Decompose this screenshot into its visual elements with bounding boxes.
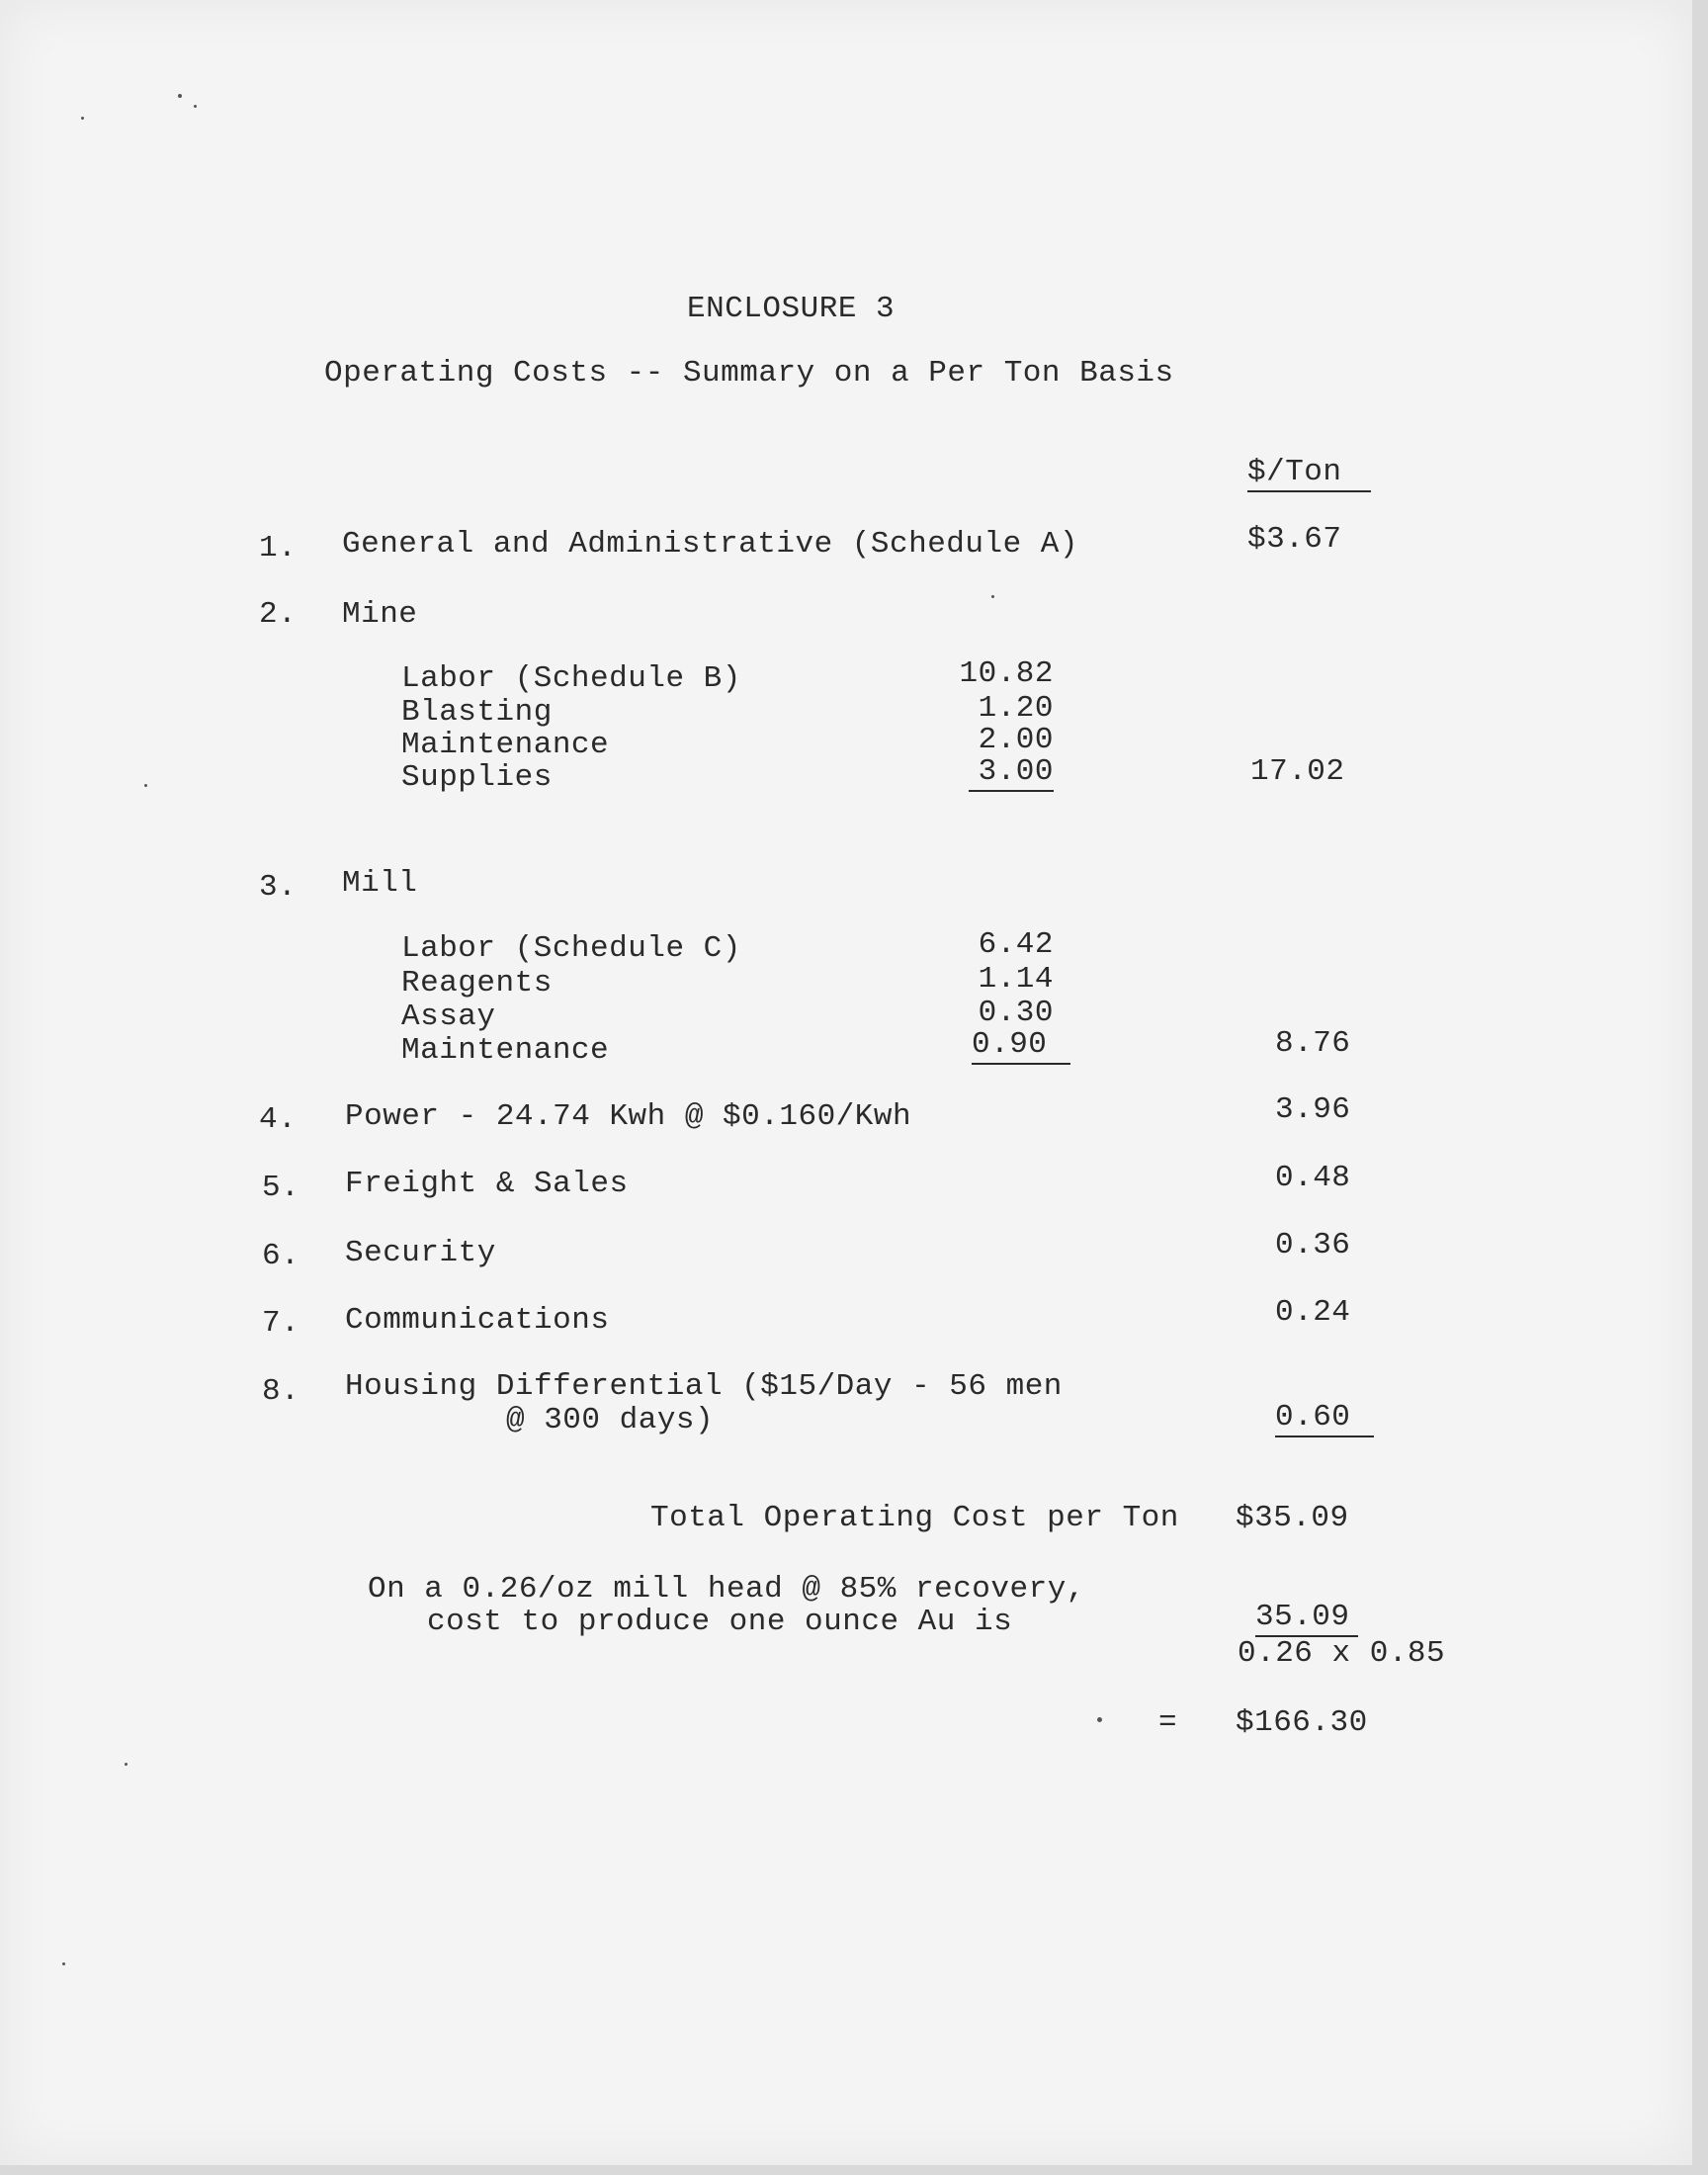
item-label: Freight & Sales — [345, 1167, 629, 1201]
item-number: 5. — [262, 1171, 300, 1205]
item-number: 3. — [259, 870, 298, 905]
scan-speck — [178, 94, 182, 98]
item-total: 3.96 — [1275, 1092, 1351, 1127]
item-label: Power - 24.74 Kwh @ $0.160/Kwh — [345, 1099, 912, 1134]
ounce-cost-line-1: On a 0.26/oz mill head @ 85% recovery, — [368, 1572, 1085, 1607]
total-value: $35.09 — [1236, 1501, 1349, 1535]
scan-speck — [1097, 1717, 1102, 1722]
detail-label: Blasting — [401, 695, 553, 730]
column-header: $/Ton — [1247, 455, 1371, 492]
item-label: Mill — [342, 866, 418, 901]
item-label: Security — [345, 1236, 496, 1270]
scan-speck — [144, 784, 147, 787]
detail-label: Maintenance — [401, 1033, 610, 1068]
item-number: 2. — [259, 597, 298, 632]
item-label: @ 300 days) — [506, 1403, 715, 1437]
scan-speck — [81, 117, 84, 120]
total-label: Total Operating Cost per Ton — [650, 1501, 1179, 1535]
detail-value: 2.00 — [978, 723, 1054, 757]
detail-value: 1.14 — [978, 962, 1054, 997]
scan-speck — [62, 1962, 65, 1965]
item-total: $3.67 — [1247, 522, 1342, 557]
equals-sign: = — [1158, 1705, 1178, 1740]
item-label: Mine — [342, 597, 418, 632]
ounce-cost-result: $166.30 — [1236, 1705, 1368, 1740]
detail-label: Labor (Schedule B) — [401, 661, 741, 696]
document-subtitle: Operating Costs -- Summary on a Per Ton Basis — [324, 356, 1174, 391]
scan-speck — [991, 595, 994, 598]
scan-speck — [194, 105, 197, 108]
detail-label: Maintenance — [401, 728, 610, 762]
detail-label: Labor (Schedule C) — [401, 931, 741, 966]
detail-value: 3.00 — [969, 754, 1054, 792]
detail-label: Assay — [401, 1000, 496, 1034]
item-number: 6. — [262, 1239, 300, 1273]
scan-speck — [125, 1763, 128, 1766]
item-number: 4. — [259, 1102, 298, 1137]
enclosure-heading: ENCLOSURE 3 — [687, 292, 896, 326]
item-total: 0.48 — [1275, 1161, 1351, 1195]
item-number: 8. — [262, 1374, 300, 1409]
fraction-denominator: 0.26 x 0.85 — [1238, 1636, 1446, 1671]
detail-label: Supplies — [401, 760, 553, 795]
ounce-cost-line-2: cost to produce one ounce Au is — [427, 1605, 1013, 1639]
item-total: 0.36 — [1275, 1228, 1351, 1262]
item-label: Communications — [345, 1303, 610, 1338]
item-label: General and Administrative (Schedule A) — [342, 527, 1079, 562]
item-total: 17.02 — [1250, 754, 1345, 789]
detail-value: 0.30 — [978, 996, 1054, 1030]
detail-value: 0.90 — [972, 1027, 1070, 1065]
detail-value: 6.42 — [978, 927, 1054, 962]
fraction-numerator: 35.09 — [1255, 1600, 1358, 1637]
item-number: 1. — [259, 531, 298, 566]
item-number: 7. — [262, 1306, 300, 1341]
item-total: 8.76 — [1275, 1026, 1351, 1061]
detail-label: Reagents — [401, 966, 553, 1000]
item-label: Housing Differential ($15/Day - 56 men — [345, 1369, 1063, 1404]
detail-value: 1.20 — [978, 691, 1054, 726]
item-total: 0.24 — [1275, 1295, 1351, 1330]
detail-value: 10.82 — [959, 656, 1054, 691]
item-total: 0.60 — [1275, 1400, 1374, 1437]
